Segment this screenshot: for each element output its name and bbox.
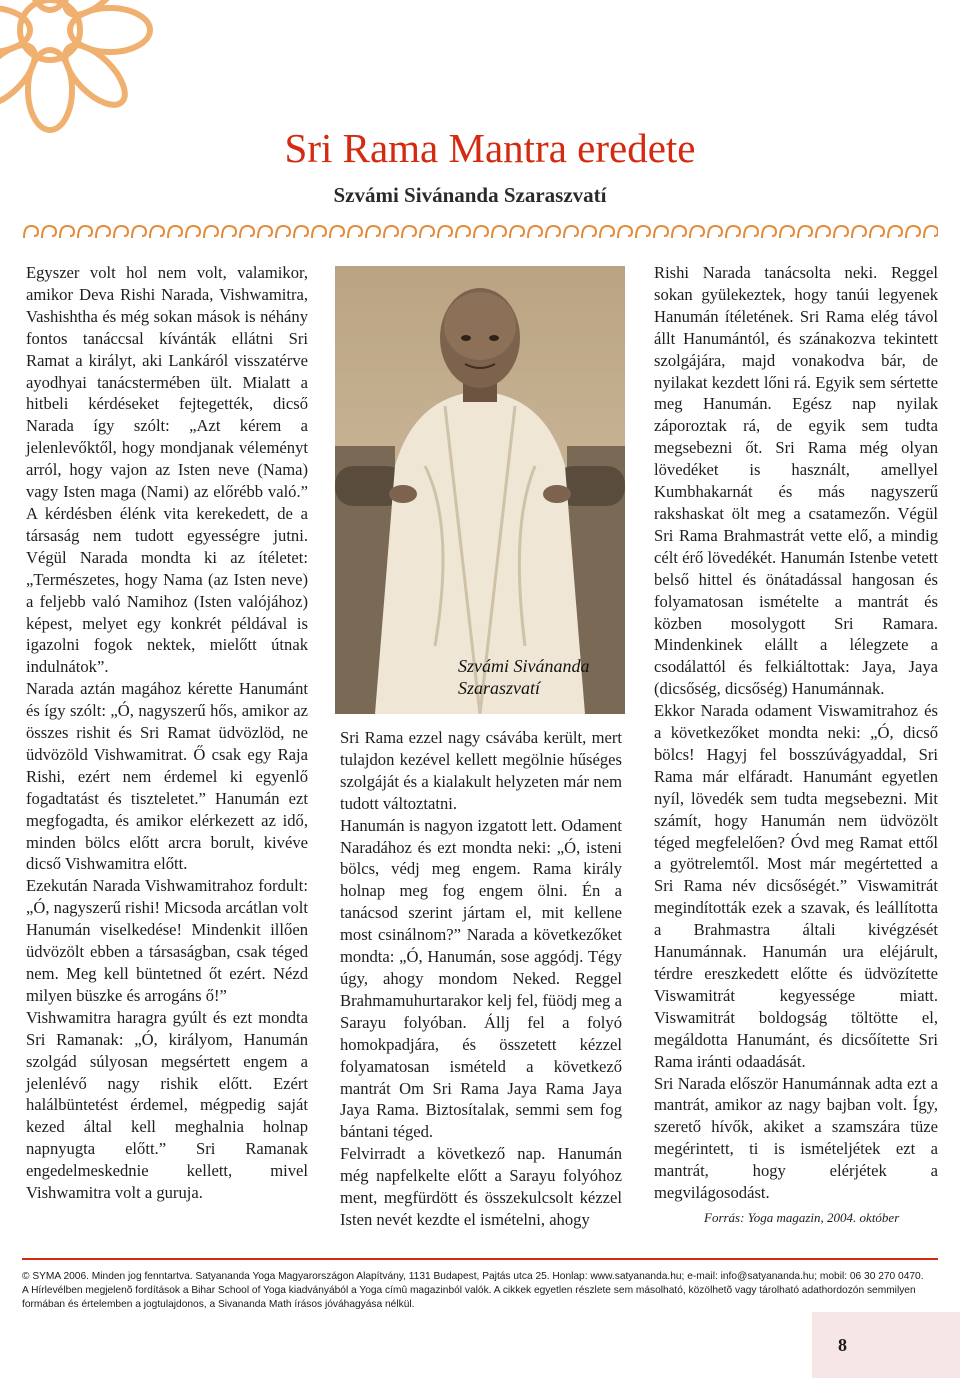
page-number: 8 bbox=[838, 1335, 847, 1355]
page-number-box bbox=[812, 1312, 960, 1378]
footer-text bbox=[22, 1270, 942, 1312]
paragraph: Egyszer volt hol nem volt, valamikor, amikor Deva Rishi Narada, Vishwamitra, Vashishtha és még sokan mások is néhány fontos tanáccsal kívánták ellátni Sri Ramat a királyt, aki Lankáról visszatérve ayodhyai tanácstermében ült. Mialatt a hitbeli kérdéseket fejtegették, dicső Narada így szólt: „Azt kérem a jelenlevőktől, hogy mondjanak véleményt arról, hogy vajon az Isten neve (Nama) vagy Isten maga (Nami) az előrébb való.” A kérdésben élénk vita kerekedett, de a társaság nem tudott egyességre jutni. Végül Narada mondta ki az ítéletet: „Természetes, hogy Nama (az Isten neve) a feljebb való Namihoz (Isten valójához) képest, melyet egy konkrét példával is igazolni fogok nektek, mielőtt útnak indulnátok”. bbox=[26, 263, 308, 677]
paragraph: Rishi Narada tanácsolta neki. Reggel sokan gyülekeztek, hogy tanúi legyenek Hanumán ítéletének. Sri Rama elég távol állt Hanumántól, és szánakozva tekintett szolgájára, majd vonakodva bár, de nyilakat kezdett lőni rá. Egyik sem sértette meg Hanumán. Egész nap nyilak záporoztak rá, de egyik sem tudta megsebezni őt. Sri Rama még olyan lövedéket is használt, amellyel Kumbhakarnát és más nagyszerű rakshaskat ölt meg a csatamezőn. Végül Sri Rama Brahmastrát vette elő, a mindig célt érő lövedékét. Hanumán Istenbe vetett belső hittel és önátadással hangosan és folyamatosan ismételte a mantrát és közben mosolygott Sri Ramara. Mindenkinek elállt a lélegzete a csodálattól és felkiáltottak: Jaya, Jaya (dicsőség, dicsőség) Hanumánnak. bbox=[654, 263, 938, 699]
footer-copyright: © SYMA 2006. Minden jog fenntartva. Satyananda Yoga Magyarországon Alapítvány, 1131 Budapest, Pajtás utca 25. Honlap: www.satyananda.hu; e-mail: info@satyananda.hu; mobil: 06 30 270 0470. bbox=[22, 1271, 924, 1282]
paragraph: Ekkor Narada odament Viswamitrahoz és a következőket mondta neki: „Ó, dicső bölcs! Hagyj fel bosszúvágyaddal, Sri Rama már elfáradt. Hanumánt egyetlen nyíl, lövedék sem tudta megsebezni. Mit számít, hogy Hanumán nem üdvözölt téged megfelelően? Óvd meg Ramat ettől a gyötrelemtől. Most már megértetted a Sri Rama név dicsőségét.” Viswamitrát megindították ezek a szavak, és leállította a Brahmastra általi kivégzését Hanumánnak. Hanumán ura eléjárult, térdre ereszkedett előtte és üdvözítette Viswamitrát kegyessége miatt. Viswamitrát boldogság töltötte el, megáldotta Hanumánt, és dicsőítette Sri Rama iránti odaadását. bbox=[654, 701, 938, 1071]
ornamental-border bbox=[22, 222, 938, 242]
caption-line: Szaraszvatí bbox=[458, 678, 541, 698]
portrait-illustration bbox=[335, 266, 625, 714]
article-column-1 bbox=[26, 262, 308, 1204]
photo-caption bbox=[458, 655, 628, 699]
source-citation: Forrás: Yoga magazin, 2004. október bbox=[704, 1210, 900, 1225]
footer-divider bbox=[22, 1258, 938, 1260]
paragraph: Sri Narada először Hanumánnak adta ezt a mantrát, amikor az nagy bajban volt. Így, szerető hívők, akiket a szamszára tüze megérintett, ti is ismételjétek ezt a mantrát, hogy elérjétek a megvilágosodást. bbox=[654, 1073, 938, 1203]
paragraph: Narada aztán magához kérette Hanumánt és így szólt: „Ó, nagyszerű hős, amikor az összes rishit és Sri Ramat üdvözlöd, ne üdvözöld Vishwamitrat. Ő csak egy Raja Rishi, ezért nem érdemel ki egyenlő fogadtatást és tiszteletet.” Hanumán ezt megfogadta, és amikor elérkezett az idő, minden bölcs előtt arcra borult, kivéve dicső Vishwamitra előtt. bbox=[26, 679, 308, 874]
page-title: Sri Rama Mantra eredete bbox=[284, 125, 696, 171]
lotus-corner-ornament bbox=[0, 0, 160, 140]
paragraph: Hanumán is nagyon izgatott lett. Odament Naradához és ezt mondta neki: „Ó, isteni bölcs, védj meg engem. Rama király holnap meg fog engem ölni. Én a tanácsod szerint jártam el, mit kellene most csinálnom?” Narada a következőket mondta: „Ó, Hanumán, sose aggódj. Tégy úgy, ahogy mondom Neked. Reggel Brahmamuhurtarakor kelj fel, füödj meg a Sarayu folyóban. Állj fel a folyó homokpadjára, és összetett kézzel folyamatosan ismételd a következő mantrát Om Sri Rama Jaya Rama Jaya Jaya Rama. Biztosítalak, semmi sem fog bántani téged. bbox=[340, 815, 622, 1142]
paragraph: Sri Rama ezzel nagy csávába került, mert tulajdon kezével kellett megölnie hűséges szolgáját és a kialakult helyzeten már nem tudott változtatni. bbox=[340, 728, 622, 813]
paragraph: Vishwamitra haragra gyúlt és ezt mondta Sri Ramanak: „Ó, királyom, Hanumán szolgád súlyosan megsértett engem a jelenlévő nagy rishik előtt. Ezért halálbüntetést érdemel, mégpedig saját kezed által kell meghalnia holnap napnyugta előtt.” Sri Ramanak engedelmeskednie kellett, mivel Vishwamitra volt a guruja. bbox=[26, 1007, 308, 1203]
paragraph: Felvirradt a következő nap. Hanumán még napfelkelte előtt a Sarayu folyóhoz ment, megfürdött és összekulcsolt kézzel Isten nevét kezdte el ismételni, ahogy bbox=[340, 1144, 622, 1229]
paragraph: Ezekután Narada Vishwamitrahoz fordult: „Ó, nagyszerű rishi! Micsoda arcátlan volt Hanumán viselkedése! Mindenkit illően üdvözölt ebben a társaságban, csak téged nem. Meg kell büntetned őt ezért. Nézd milyen büszke és arrogáns ő!” bbox=[26, 876, 308, 1005]
article-column-2 bbox=[340, 727, 622, 1231]
portrait-photo bbox=[335, 266, 625, 714]
footer-notice: A Hírlevélben megjelenõ fordítások a Bihar School of Yoga kiadványából a Yoga címû magazinból valók. A cikkek egyetlen részlete sem másolható, közölhetõ vagy tárolható adathordozón semmilyen formában és értelemben a jogtulajdonos, a Sivananda Math írásos jóváhagyása nélkül. bbox=[22, 1285, 916, 1310]
article-column-3 bbox=[654, 262, 938, 1204]
caption-line: Szvámi Sivánanda bbox=[458, 656, 590, 676]
article-author: Szvámi Sivánanda Szaraszvatí bbox=[333, 183, 607, 207]
